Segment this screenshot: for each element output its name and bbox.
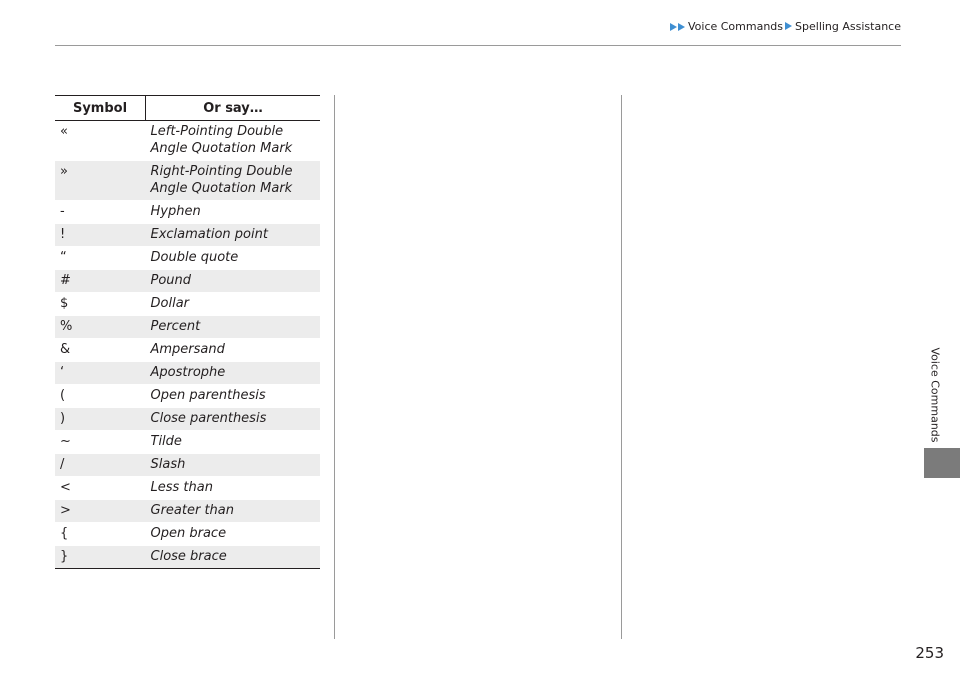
- table-row: [55, 121, 320, 161]
- table-row: [55, 385, 320, 408]
- or-say-cell: Less than: [150, 480, 213, 495]
- table-row: [55, 523, 320, 546]
- or-say-cell: Ampersand: [150, 342, 225, 357]
- symbol-cell: «: [60, 124, 68, 139]
- symbol-cell: ~: [60, 434, 71, 449]
- symbol-cell: >: [55, 500, 146, 523]
- breadcrumb-item-voice-commands[interactable]: Voice Commands: [687, 20, 784, 33]
- breadcrumb-arrow-icon: [670, 23, 677, 31]
- table-row: [55, 339, 320, 362]
- or-say-cell: Percent: [146, 316, 321, 339]
- symbol-cell: ‘: [55, 362, 146, 385]
- breadcrumb-item-spelling-assistance[interactable]: Spelling Assistance: [795, 20, 901, 33]
- breadcrumb: [670, 20, 901, 33]
- or-say-cell: Hyphen: [150, 204, 201, 219]
- table-row: [55, 247, 320, 270]
- table-row: [55, 546, 320, 569]
- symbol-cell: &: [60, 342, 71, 357]
- page-number: 253: [915, 644, 944, 662]
- table-row: [55, 431, 320, 454]
- table-row: [55, 408, 320, 431]
- or-say-cell: Double quote: [150, 250, 239, 265]
- table-row: [55, 362, 320, 385]
- or-say-cell: Greater than: [146, 500, 321, 523]
- table-row: [55, 270, 320, 293]
- side-tab-marker[interactable]: [924, 448, 960, 478]
- symbol-cell: {: [60, 526, 69, 541]
- header-divider: [55, 45, 901, 46]
- or-say-cell: Open parenthesis: [150, 388, 266, 403]
- or-say-cell: Dollar: [150, 296, 189, 311]
- or-say-cell: Close parenthesis: [146, 408, 321, 431]
- symbol-cell: ): [55, 408, 146, 431]
- table-row: [55, 224, 320, 247]
- symbol-cell: %: [55, 316, 146, 339]
- table-row: [55, 477, 320, 500]
- symbol-cell: #: [55, 270, 146, 293]
- table-row: [55, 316, 320, 339]
- symbol-cell: <: [60, 480, 71, 495]
- or-say-cell: Slash: [146, 454, 321, 477]
- or-say-cell: Pound: [146, 270, 321, 293]
- table-row: [55, 161, 320, 201]
- or-say-cell: Left-Pointing Double Angle Quotation Mark: [150, 124, 293, 156]
- or-say-cell: Apostrophe: [146, 362, 321, 385]
- or-say-cell: Open brace: [150, 526, 227, 541]
- column-divider: [621, 95, 622, 639]
- table-row: [55, 500, 320, 523]
- or-say-cell: Exclamation point: [146, 224, 321, 247]
- side-tab-label: Voice Commands: [928, 347, 942, 443]
- symbol-cell: (: [60, 388, 66, 403]
- table-row: [55, 201, 320, 224]
- column-header-or-say: Or say…: [146, 96, 321, 121]
- symbol-cell: »: [55, 161, 146, 201]
- symbol-cell: /: [55, 454, 146, 477]
- breadcrumb-arrow-icon: [785, 22, 792, 30]
- symbol-cell: “: [60, 250, 67, 265]
- column-divider: [334, 95, 335, 639]
- symbol-cell: !: [55, 224, 146, 247]
- table-row: [55, 293, 320, 316]
- symbol-cell: }: [55, 546, 146, 569]
- or-say-cell: Tilde: [150, 434, 182, 449]
- table-row: [55, 454, 320, 477]
- breadcrumb-arrow-icon: [678, 23, 685, 31]
- column-header-symbol: Symbol: [55, 96, 146, 121]
- symbol-cell: -: [60, 204, 65, 219]
- or-say-cell: Close brace: [146, 546, 321, 569]
- or-say-cell: Right-Pointing Double Angle Quotation Mark: [146, 161, 321, 201]
- symbol-cell: $: [60, 296, 69, 311]
- symbol-table: [55, 95, 320, 569]
